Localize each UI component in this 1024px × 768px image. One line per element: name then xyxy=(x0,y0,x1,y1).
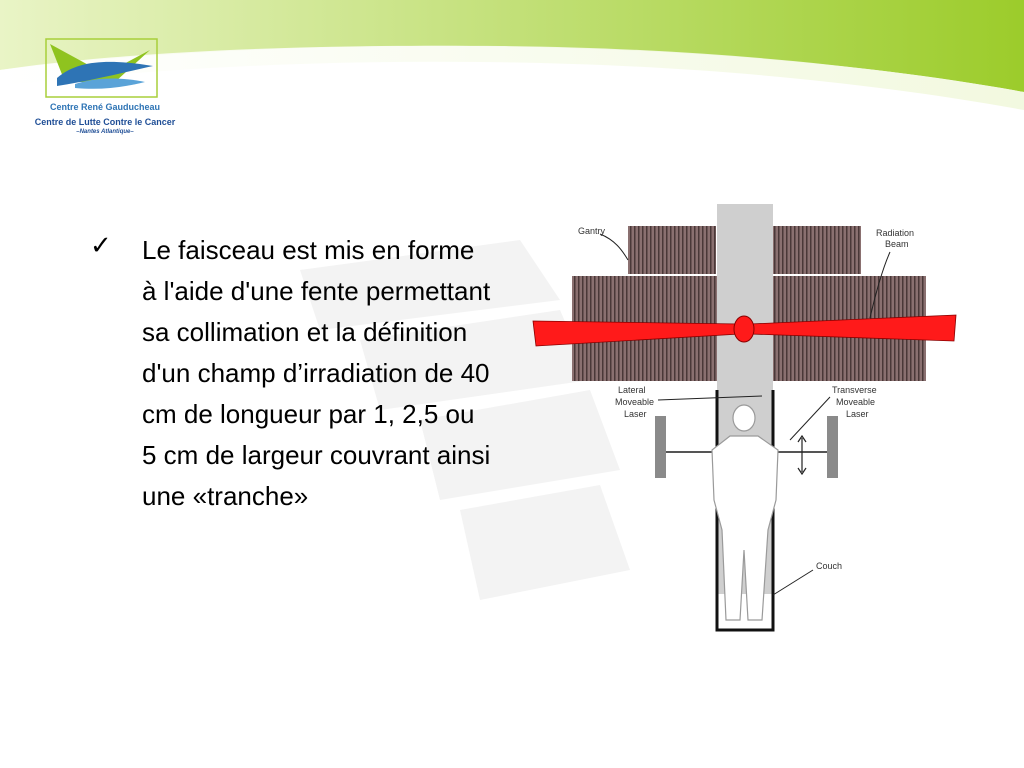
vertical-arrow xyxy=(798,436,806,474)
label-transverse-1: Transverse xyxy=(832,385,877,395)
gantry-pointer xyxy=(600,234,628,260)
transverse-laser-bar xyxy=(827,416,838,478)
lateral-laser-bar xyxy=(655,416,666,478)
label-lateral-2: Moveable xyxy=(615,397,655,407)
label-transverse-2: Moveable xyxy=(836,397,876,407)
bullet-text: Le faisceau est mis en forme à l'aide d'une fente permettant sa collimation et la définition d'un champ d’irradiation de 40 cm de longueur par 1, 2,5 ou 5 cm de largeur couvrant ainsi une «tranche» xyxy=(142,235,491,511)
label-lateral-3: Laser xyxy=(624,409,647,419)
logo-bird-icon xyxy=(45,38,160,100)
logo-name: Centre René Gauducheau xyxy=(49,102,161,112)
label-gantry: Gantry xyxy=(578,226,606,236)
label-lateral-1: Lateral xyxy=(618,385,646,395)
beam-focus xyxy=(734,316,754,342)
transverse-pointer xyxy=(790,397,830,440)
logo-subtitle: Centre de Lutte Contre le Cancer xyxy=(34,117,176,127)
ct-scanner-diagram xyxy=(530,200,960,635)
label-transverse-3: Laser xyxy=(846,409,869,419)
label-radiation-2: Beam xyxy=(885,239,909,249)
couch-pointer xyxy=(773,570,813,595)
checkmark-icon: ✓ xyxy=(90,230,112,260)
gantry-top-left xyxy=(628,226,716,274)
label-radiation-1: Radiation xyxy=(876,228,915,238)
label-couch: Couch xyxy=(816,561,843,571)
logo-location: –Nantes Atlantique– xyxy=(76,129,134,135)
gantry-top-right xyxy=(773,226,861,274)
